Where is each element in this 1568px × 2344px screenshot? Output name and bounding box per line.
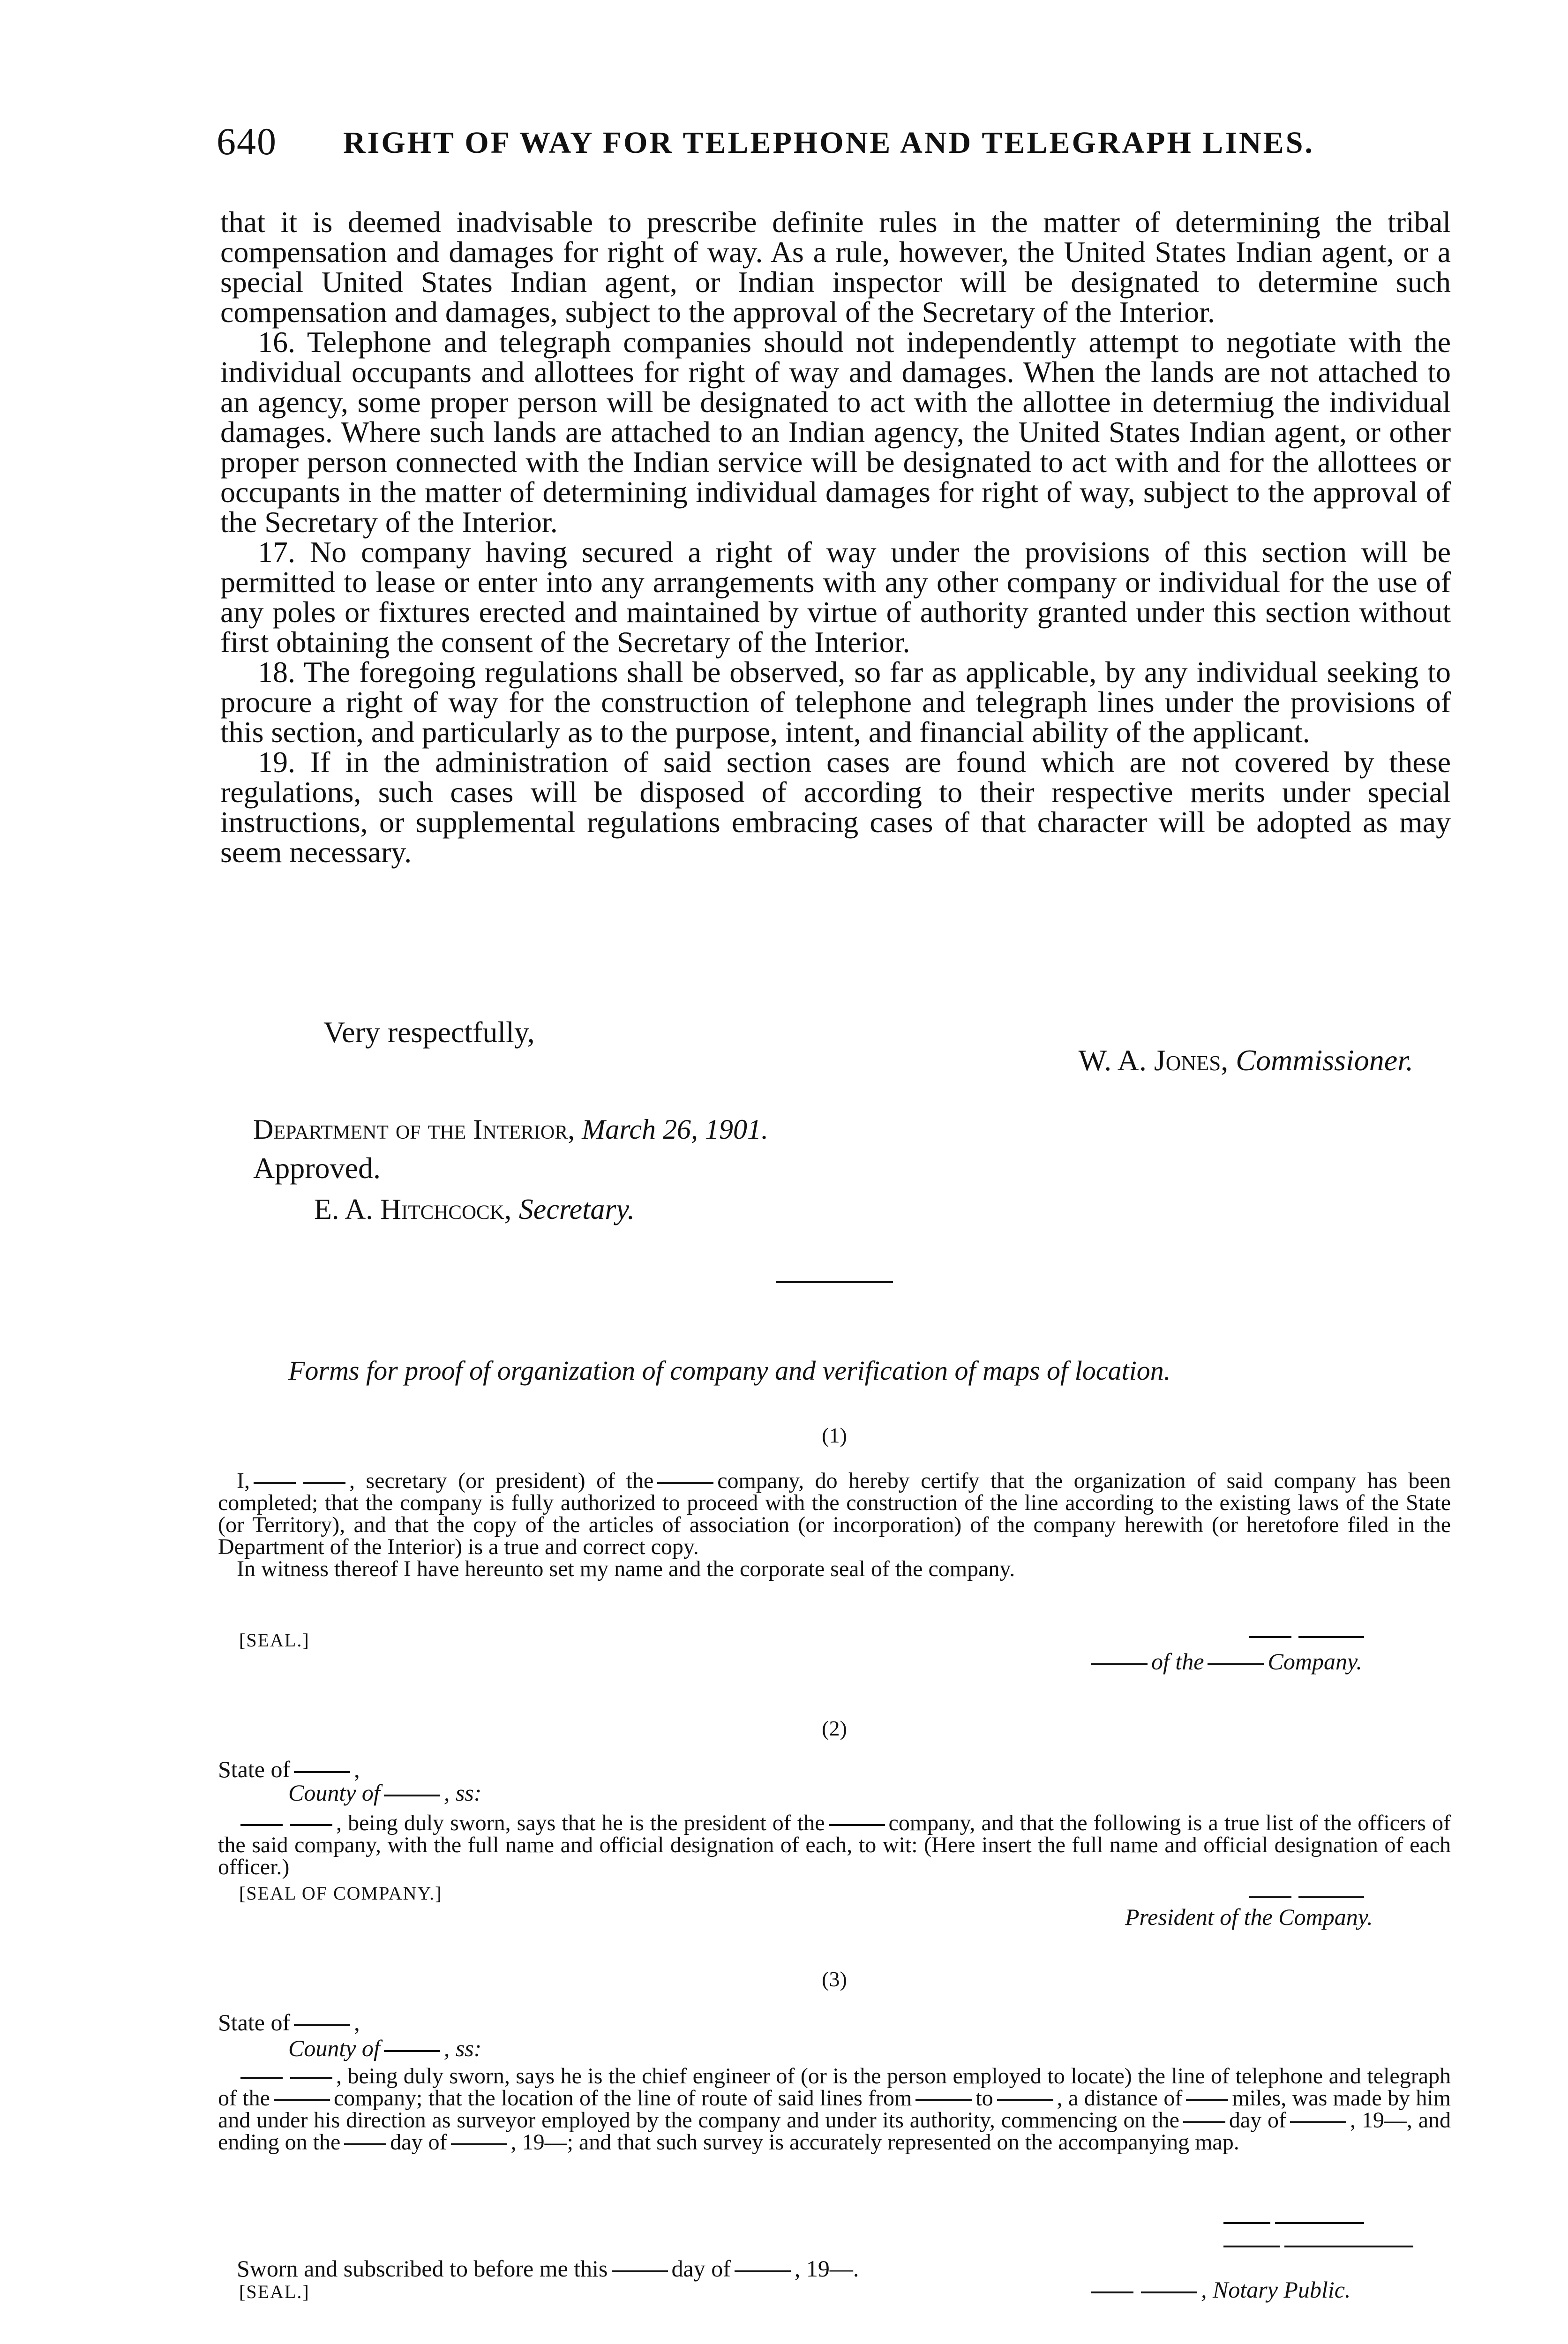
sig-of-the: of the [1151, 1648, 1204, 1675]
form-2-affidavit [218, 1812, 1451, 1878]
ss-label: , ss: [443, 1780, 482, 1806]
blank-line [997, 2099, 1053, 2101]
form-3-county [288, 2035, 481, 2062]
ss-label: , ss: [443, 2035, 482, 2061]
blank-line [294, 1771, 350, 1773]
blank-line [1091, 1663, 1148, 1665]
state-label: State of [218, 2009, 291, 2036]
forms-title: Forms for proof of organization of company and verification of maps of location. [288, 1355, 1171, 1386]
signature-blank [1223, 2246, 1280, 2247]
blank-line [657, 1482, 713, 1484]
signature-blank [1249, 1636, 1291, 1638]
form-3-text-h: day of [390, 2130, 447, 2155]
form-3-affidavit [218, 2065, 1451, 2153]
signature-blank [1298, 1636, 1364, 1638]
form-3-state: State of , [218, 2009, 360, 2036]
blank-line [1186, 2099, 1228, 2101]
secretary-signature [314, 1193, 635, 1226]
county-label: County of [288, 1780, 380, 1806]
blank-line [612, 2270, 668, 2272]
form-1-body [218, 1470, 1451, 1580]
paragraph-18: 18. The foregoing regulations shall be observed, so far as applicable, by any individual seeking to procure a right of way for the construction of telephone and telegraph lines under the provisions of this section, and particularly as to the purpose, intent, and financial ability of the applicant. [220, 655, 1451, 749]
signature-blank [1298, 1896, 1364, 1898]
form-2-state: State of , [218, 1756, 360, 1782]
department-name: Department of the Interior, [253, 1114, 575, 1145]
form-3-body [218, 2065, 1451, 2153]
page-header [217, 120, 1388, 171]
blank-line [1091, 2291, 1133, 2293]
form-1-number: (1) [822, 1423, 847, 1447]
form-3-seal: [SEAL.] [239, 2281, 310, 2302]
form-2-text-b: company, and that the following is a true list of the officers of the said company, with the full name and official designation of each, to wit: (Here insert the full name and official designation of each officer.) [218, 1811, 1451, 1879]
sworn-text-a: Sworn and subscribed to before me this [237, 2255, 608, 2282]
state-label: State of [218, 1756, 291, 1782]
form-3-text-b: company; that the location of the line of route of said lines from [334, 2086, 912, 2111]
running-title: RIGHT OF WAY FOR TELEPHONE AND TELEGRAPH LINES. [343, 126, 1314, 160]
blank-line [384, 1795, 440, 1796]
form-3-text-d: , a distance of [1057, 2086, 1183, 2111]
department-line [253, 1113, 768, 1146]
form-3-text-g: , 19—, and ending on the [218, 2108, 1451, 2155]
blank-line [240, 2077, 283, 2079]
blank-line [303, 1482, 345, 1484]
form-3-sworn [237, 2255, 859, 2282]
paragraph-17: 17. No company having secured a right of way under the provisions of this section will be permitted to lease or enter into any arrangements with any other company or individual for the use of any poles or fixtures erected and maintained by virtue of authority granted under this section without first obtaining the consent of the Secretary of the Interior. [220, 535, 1451, 659]
form-3-text-f: day of [1229, 2108, 1287, 2133]
form-2-body [218, 1812, 1451, 1878]
regulations-body [220, 207, 1451, 867]
page-number: 640 [217, 120, 277, 163]
blank-line [1183, 2121, 1225, 2123]
form-1-text-b: , secretary (or president) of the [349, 1468, 654, 1493]
form-1-text-c: company, do hereby certify that the organization of said company has been completed; that the company is fully authorized to proceed with the construction of the line according to the existing laws of the State (or Territory), and that the copy of the articles of association (or incorporation) of the company herewith (or heretofore filed in the Department of the Interior) is a true and correct copy. [218, 1468, 1451, 1559]
signature-blank [1284, 2246, 1413, 2247]
form-3-number: (3) [822, 1967, 847, 1991]
commissioner-signature [1079, 1043, 1413, 1078]
signer-title: Commissioner. [1236, 1044, 1413, 1077]
blank-line [915, 2099, 972, 2101]
form-1-signature-line [1088, 1648, 1362, 1675]
signature-blank [1275, 2222, 1364, 2224]
approval-date: March 26, 1901. [582, 1114, 768, 1145]
secretary-title: Secretary. [518, 1194, 635, 1225]
blank-line [1208, 1663, 1264, 1665]
signer-name: W. A. Jones, [1078, 1044, 1229, 1077]
blank-line [735, 2270, 791, 2272]
signature-blank [1249, 1896, 1291, 1898]
blank-line [274, 2099, 330, 2101]
form-3-notary-line: , Notary Public. [1088, 2276, 1350, 2303]
blank-line [451, 2143, 507, 2145]
blank-line [290, 2077, 332, 2079]
blank-line [1290, 2121, 1346, 2123]
sworn-text-b: day of [671, 2255, 731, 2282]
paragraph-continued: that it is deemed inadvisable to prescribe definite rules in the matter of determining the tribal compensation and damages for right of way. As a rule, however, the United States Indian agent, or a special United States Indian agent, or Indian inspector will be designated to determine such compensation and damages, subject to the approval of the Secretary of the Interior. [220, 205, 1451, 329]
county-label: County of [288, 2035, 380, 2061]
form-3-text-c: to [975, 2086, 993, 2111]
form-2-number: (2) [822, 1716, 847, 1740]
sworn-text-c: , 19—. [794, 2255, 859, 2282]
blank-line [294, 2024, 350, 2026]
blank-line [254, 1482, 296, 1484]
sig-company: Company. [1268, 1648, 1362, 1675]
form-3-text-a: , being duly sworn, says he is the chief engineer of (or is the person employed to locate) the line of telephone and telegraph of the [218, 2064, 1451, 2111]
form-3-text-i: , 19—; and that such survey is accurately represented on the accompanying map. [510, 2130, 1239, 2155]
blank-line [1141, 2291, 1197, 2293]
approved-label: Approved. [253, 1151, 381, 1185]
blank-line [240, 1824, 283, 1826]
blank-line [344, 2143, 386, 2145]
secretary-name: E. A. Hitchcock, [314, 1194, 512, 1225]
section-divider [776, 1281, 893, 1283]
form-2-signature-line: President of the Company. [1125, 1904, 1373, 1930]
blank-line [384, 2050, 440, 2052]
closing-salutation: Very respectfully, [323, 1015, 535, 1049]
form-2-text-a: , being duly sworn, says that he is the president of the [336, 1811, 825, 1835]
blank-line [829, 1824, 885, 1826]
signature-blank [1223, 2222, 1270, 2224]
form-2-county [288, 1779, 481, 1806]
notary-label: Notary Public. [1213, 2276, 1351, 2303]
blank-line [290, 1824, 332, 1826]
form-1-witness: In witness thereof I have hereunto set my name and the corporate seal of the company. [237, 1556, 1015, 1581]
form-3-text-e: miles, was made by him and under his direction as surveyor employed by the company and under its authority, commencing on the [218, 2086, 1451, 2133]
form-1-seal: [SEAL.] [239, 1630, 310, 1651]
paragraph-16: 16. Telephone and telegraph companies should not independently attempt to negotiate with the individual occupants and allottees for right of way and damages. When the lands are not attached to an agency, some proper person will be designated to act with the allottee in determiug the individual damages. Where such lands are attached to an Indian agency, the United States Indian agent, or other proper person connected with the Indian service will be designated to act with and for the allottees or occupants in the matter of determining individual damages for right of way, subject to the approval of the Secretary of the Interior. [220, 325, 1451, 539]
form-1-text-a: I, [237, 1468, 250, 1493]
form-2-seal: [SEAL OF COMPANY.] [239, 1883, 443, 1904]
paragraph-19: 19. If in the administration of said section cases are found which are not covered by these regulations, such cases will be disposed of according to their respective merits under special instructions, or supplemental regulations embracing cases of that character will be adopted as may seem necessary. [220, 745, 1451, 869]
form-1-certificate [218, 1470, 1451, 1558]
